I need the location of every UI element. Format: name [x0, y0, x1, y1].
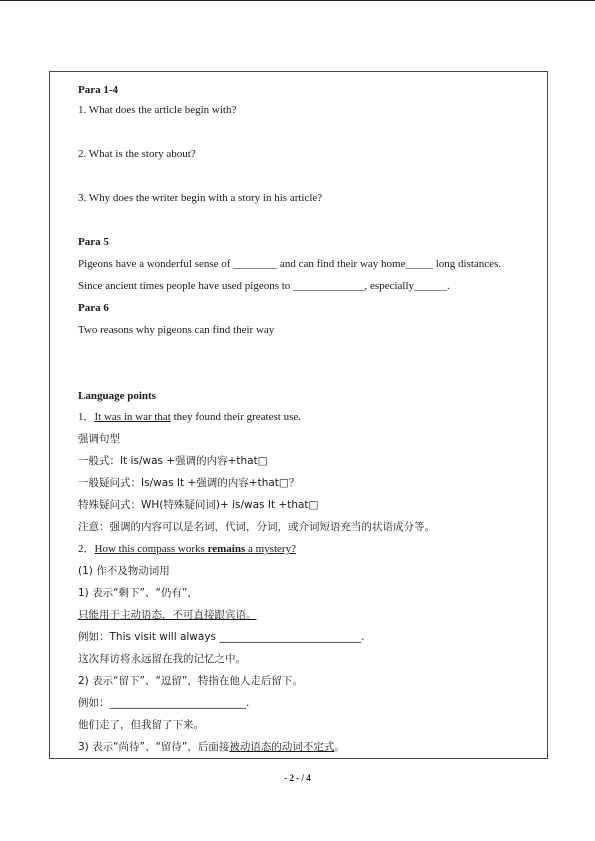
point-2-after: a mystery? — [245, 543, 296, 555]
para6-line-1: Two reasons why pigeons can find their way — [78, 324, 275, 336]
meaning-1: 1) 表示“剩下”、“仍有”， — [78, 587, 198, 599]
para5-line-2: Since ancient times people have used pigeons to _____________, especially______. — [78, 280, 450, 292]
page-number: - 2 - / 4 — [284, 773, 311, 783]
point-2-bold: remains — [207, 543, 246, 555]
point-1-number: 1． — [78, 411, 95, 423]
para14-heading: Para 1-4 — [78, 84, 119, 96]
example-1: 例如：This visit will always ___________________________. — [78, 631, 365, 643]
para5-line-1: Pigeons have a wonderful sense of ________ and can find their way home_____ long distances. — [78, 258, 502, 270]
point-2 — [78, 542, 296, 556]
note: 注意：强调的内容可以是名词，代词，分词，或介词短语充当的状语成分等。 — [78, 521, 435, 533]
language-points-heading: Language points — [78, 390, 156, 402]
form-special: 特殊疑问式：WH(特殊疑问词)+ is/was It +that□ — [78, 499, 319, 511]
question-3: 3. Why does the writer begin with a story in his article? — [78, 192, 323, 204]
point-2-number: 2． — [78, 543, 95, 555]
question-2: 2. What is the story about? — [78, 148, 196, 160]
example-2-translation: 他们走了，但我留了下来。 — [78, 719, 204, 731]
meaning-3-underlined: 被动语态的动词不定式 — [229, 741, 335, 753]
example-2: 例如：__________________________. — [78, 697, 250, 709]
question-1: 1. What does the article begin with? — [78, 104, 237, 116]
point-1 — [78, 410, 301, 424]
meaning-2: 2) 表示“留下”、“逗留”，特指在他人走后留下。 — [78, 675, 303, 687]
meaning-3 — [78, 740, 345, 754]
top-rule — [0, 0, 595, 1]
point-1-underlined: It was in war that — [94, 411, 171, 423]
example-1-translation: 这次拜访将永远留在我的记忆之中。 — [78, 653, 246, 665]
meaning-3-start: 3) 表示“尚待”、“留待”，后面接 — [78, 741, 230, 753]
form-general: 一般式：It is/was +强调的内容+that□ — [78, 455, 268, 467]
form-question: 一般疑问式：Is/was It +强调的内容+that□？ — [78, 477, 300, 489]
meaning-3-end: 。 — [334, 741, 345, 753]
para6-heading: Para 6 — [78, 302, 109, 314]
usage-intransitive: (1) 作不及物动词用 — [78, 565, 170, 577]
point-2-text: How this compass works — [94, 543, 208, 555]
emphasis-title: 强调句型 — [78, 433, 120, 445]
point-1-rest: they found their greatest use. — [170, 411, 302, 423]
meaning-1-note: 只能用于主动语态，不可直接跟宾语。 — [78, 609, 257, 621]
para5-heading: Para 5 — [78, 236, 109, 248]
